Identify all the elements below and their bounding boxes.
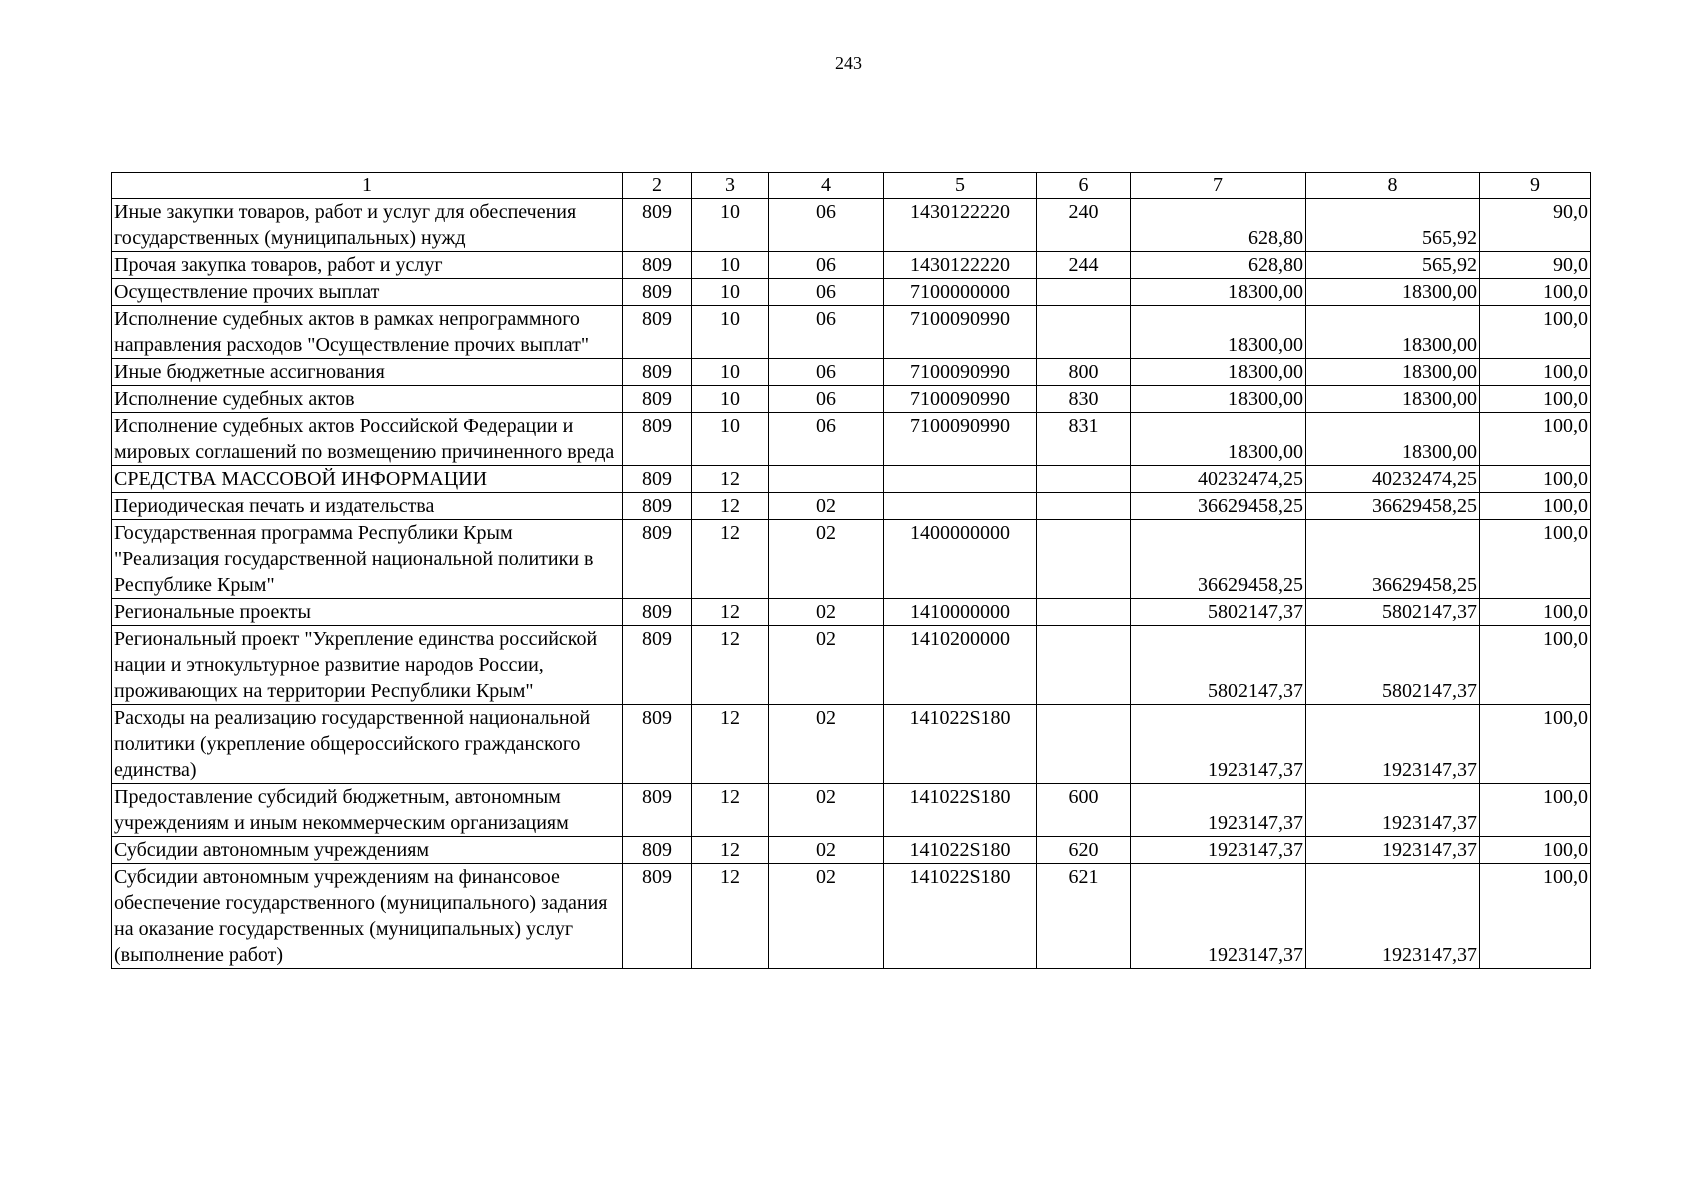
expense-type-code: 800 — [1037, 359, 1131, 386]
expense-type-code — [1037, 599, 1131, 626]
execution-percent: 100,0 — [1480, 520, 1591, 599]
section-code: 10 — [692, 413, 769, 466]
table-row — [112, 413, 1591, 466]
subsection-code: 06 — [769, 252, 884, 279]
expense-name: Предоставление субсидий бюджетным, автономным учреждениям и иным некоммерческим организациям — [112, 784, 623, 837]
table-row — [112, 599, 1591, 626]
expense-name: Региональные проекты — [112, 599, 623, 626]
section-code: 10 — [692, 279, 769, 306]
expense-name: Осуществление прочих выплат — [112, 279, 623, 306]
budget-table — [111, 172, 1591, 969]
executed-amount: 1923147,37 — [1306, 705, 1480, 784]
target-article-code: 7100090990 — [884, 306, 1037, 359]
execution-percent: 90,0 — [1480, 199, 1591, 252]
expense-type-code — [1037, 626, 1131, 705]
expense-name: Государственная программа Республики Крым "Реализация государственной национальной политики в Республике Крым" — [112, 520, 623, 599]
table-row — [112, 386, 1591, 413]
target-article-code: 7100090990 — [884, 359, 1037, 386]
page-number: 243 — [835, 53, 862, 73]
target-article-code: 1410000000 — [884, 599, 1037, 626]
subsection-code: 02 — [769, 784, 884, 837]
approved-amount: 1923147,37 — [1131, 864, 1306, 969]
executed-amount: 1923147,37 — [1306, 784, 1480, 837]
executed-amount: 36629458,25 — [1306, 520, 1480, 599]
table-row — [112, 359, 1591, 386]
expense-name: Периодическая печать и издательства — [112, 493, 623, 520]
approved-amount: 1923147,37 — [1131, 784, 1306, 837]
expense-type-code: 240 — [1037, 199, 1131, 252]
target-article-code: 141022S180 — [884, 837, 1037, 864]
execution-percent: 100,0 — [1480, 306, 1591, 359]
approved-amount: 628,80 — [1131, 252, 1306, 279]
execution-percent: 100,0 — [1480, 837, 1591, 864]
expense-name: Региональный проект "Укрепление единства российской нации и этнокультурное развитие народов России, проживающих на территории Республики Крым" — [112, 626, 623, 705]
executed-amount: 565,92 — [1306, 252, 1480, 279]
approved-amount: 5802147,37 — [1131, 599, 1306, 626]
approved-amount: 40232474,25 — [1131, 466, 1306, 493]
ministry-code: 809 — [623, 199, 692, 252]
expense-type-code — [1037, 520, 1131, 599]
ministry-code: 809 — [623, 306, 692, 359]
table-row — [112, 784, 1591, 837]
expense-name: СРЕДСТВА МАССОВОЙ ИНФОРМАЦИИ — [112, 466, 623, 493]
ministry-code: 809 — [623, 599, 692, 626]
col-header-3: 3 — [692, 173, 769, 199]
target-article-code: 141022S180 — [884, 784, 1037, 837]
section-code: 12 — [692, 626, 769, 705]
col-header-6: 6 — [1037, 173, 1131, 199]
expense-name: Исполнение судебных актов в рамках непрограммного направления расходов "Осуществление прочих выплат" — [112, 306, 623, 359]
table-row — [112, 279, 1591, 306]
executed-amount: 18300,00 — [1306, 306, 1480, 359]
section-code: 12 — [692, 466, 769, 493]
ministry-code: 809 — [623, 837, 692, 864]
section-code: 10 — [692, 252, 769, 279]
section-code: 10 — [692, 199, 769, 252]
ministry-code: 809 — [623, 252, 692, 279]
ministry-code: 809 — [623, 864, 692, 969]
execution-percent: 100,0 — [1480, 359, 1591, 386]
target-article-code: 7100090990 — [884, 386, 1037, 413]
approved-amount: 18300,00 — [1131, 279, 1306, 306]
executed-amount: 18300,00 — [1306, 386, 1480, 413]
subsection-code: 02 — [769, 626, 884, 705]
approved-amount: 1923147,37 — [1131, 705, 1306, 784]
target-article-code: 7100090990 — [884, 413, 1037, 466]
col-header-4: 4 — [769, 173, 884, 199]
execution-percent: 100,0 — [1480, 386, 1591, 413]
approved-amount: 18300,00 — [1131, 359, 1306, 386]
expense-type-code — [1037, 306, 1131, 359]
subsection-code: 02 — [769, 705, 884, 784]
subsection-code: 06 — [769, 386, 884, 413]
subsection-code: 02 — [769, 520, 884, 599]
col-header-2: 2 — [623, 173, 692, 199]
approved-amount: 18300,00 — [1131, 413, 1306, 466]
target-article-code: 1410200000 — [884, 626, 1037, 705]
table-row — [112, 466, 1591, 493]
executed-amount: 36629458,25 — [1306, 493, 1480, 520]
target-article-code: 1430122220 — [884, 199, 1037, 252]
executed-amount: 1923147,37 — [1306, 864, 1480, 969]
col-header-8: 8 — [1306, 173, 1480, 199]
approved-amount: 18300,00 — [1131, 306, 1306, 359]
subsection-code: 02 — [769, 837, 884, 864]
subsection-code: 06 — [769, 359, 884, 386]
table-row — [112, 705, 1591, 784]
executed-amount: 5802147,37 — [1306, 599, 1480, 626]
approved-amount: 1923147,37 — [1131, 837, 1306, 864]
subsection-code: 02 — [769, 864, 884, 969]
expense-name: Прочая закупка товаров, работ и услуг — [112, 252, 623, 279]
ministry-code: 809 — [623, 784, 692, 837]
table-row — [112, 199, 1591, 252]
expense-name: Иные бюджетные ассигнования — [112, 359, 623, 386]
expense-type-code: 600 — [1037, 784, 1131, 837]
expense-type-code — [1037, 705, 1131, 784]
target-article-code: 1430122220 — [884, 252, 1037, 279]
table-row — [112, 626, 1591, 705]
section-code: 10 — [692, 386, 769, 413]
ministry-code: 809 — [623, 413, 692, 466]
table-row — [112, 837, 1591, 864]
executed-amount: 18300,00 — [1306, 413, 1480, 466]
target-article-code: 141022S180 — [884, 864, 1037, 969]
subsection-code: 06 — [769, 306, 884, 359]
ministry-code: 809 — [623, 626, 692, 705]
expense-name: Иные закупки товаров, работ и услуг для обеспечения государственных (муниципальных) нужд — [112, 199, 623, 252]
expense-name: Исполнение судебных актов Российской Федерации и мировых соглашений по возмещению причиненного вреда — [112, 413, 623, 466]
col-header-5: 5 — [884, 173, 1037, 199]
expense-type-code — [1037, 279, 1131, 306]
executed-amount: 18300,00 — [1306, 279, 1480, 306]
col-header-1: 1 — [112, 173, 623, 199]
expense-type-code — [1037, 466, 1131, 493]
section-code: 12 — [692, 837, 769, 864]
executed-amount: 18300,00 — [1306, 359, 1480, 386]
subsection-code: 06 — [769, 279, 884, 306]
section-code: 12 — [692, 493, 769, 520]
subsection-code: 02 — [769, 599, 884, 626]
subsection-code: 06 — [769, 413, 884, 466]
subsection-code: 06 — [769, 199, 884, 252]
execution-percent: 100,0 — [1480, 784, 1591, 837]
col-header-9: 9 — [1480, 173, 1591, 199]
executed-amount: 5802147,37 — [1306, 626, 1480, 705]
ministry-code: 809 — [623, 279, 692, 306]
expense-name: Расходы на реализацию государственной национальной политики (укрепление общероссийского гражданского единства) — [112, 705, 623, 784]
executed-amount: 565,92 — [1306, 199, 1480, 252]
execution-percent: 100,0 — [1480, 466, 1591, 493]
expense-name: Субсидии автономным учреждениям на финансовое обеспечение государственного (муниципального) задания на оказание государственных (муниципальных) услуг (выполнение работ) — [112, 864, 623, 969]
table-row — [112, 252, 1591, 279]
approved-amount: 36629458,25 — [1131, 520, 1306, 599]
execution-percent: 100,0 — [1480, 599, 1591, 626]
executed-amount: 1923147,37 — [1306, 837, 1480, 864]
ministry-code: 809 — [623, 359, 692, 386]
expense-type-code — [1037, 493, 1131, 520]
col-header-7: 7 — [1131, 173, 1306, 199]
section-code: 12 — [692, 520, 769, 599]
ministry-code: 809 — [623, 386, 692, 413]
execution-percent: 100,0 — [1480, 626, 1591, 705]
approved-amount: 5802147,37 — [1131, 626, 1306, 705]
section-code: 10 — [692, 306, 769, 359]
ministry-code: 809 — [623, 520, 692, 599]
execution-percent: 100,0 — [1480, 493, 1591, 520]
expense-name: Субсидии автономным учреждениям — [112, 837, 623, 864]
expense-type-code: 621 — [1037, 864, 1131, 969]
approved-amount: 36629458,25 — [1131, 493, 1306, 520]
execution-percent: 90,0 — [1480, 252, 1591, 279]
target-article-code: 1400000000 — [884, 520, 1037, 599]
target-article-code — [884, 466, 1037, 493]
executed-amount: 40232474,25 — [1306, 466, 1480, 493]
target-article-code: 141022S180 — [884, 705, 1037, 784]
subsection-code: 02 — [769, 493, 884, 520]
table-row — [112, 493, 1591, 520]
target-article-code — [884, 493, 1037, 520]
expense-name: Исполнение судебных актов — [112, 386, 623, 413]
section-code: 10 — [692, 359, 769, 386]
execution-percent: 100,0 — [1480, 705, 1591, 784]
approved-amount: 628,80 — [1131, 199, 1306, 252]
section-code: 12 — [692, 864, 769, 969]
expense-type-code: 831 — [1037, 413, 1131, 466]
approved-amount: 18300,00 — [1131, 386, 1306, 413]
target-article-code: 7100000000 — [884, 279, 1037, 306]
execution-percent: 100,0 — [1480, 864, 1591, 969]
header-row — [112, 173, 1591, 199]
section-code: 12 — [692, 705, 769, 784]
table-body — [112, 199, 1591, 969]
expense-type-code: 620 — [1037, 837, 1131, 864]
table-row — [112, 864, 1591, 969]
ministry-code: 809 — [623, 493, 692, 520]
table-row — [112, 306, 1591, 359]
ministry-code: 809 — [623, 466, 692, 493]
expense-type-code: 830 — [1037, 386, 1131, 413]
ministry-code: 809 — [623, 705, 692, 784]
section-code: 12 — [692, 599, 769, 626]
expense-type-code: 244 — [1037, 252, 1131, 279]
table-row — [112, 520, 1591, 599]
execution-percent: 100,0 — [1480, 279, 1591, 306]
section-code: 12 — [692, 784, 769, 837]
subsection-code — [769, 466, 884, 493]
execution-percent: 100,0 — [1480, 413, 1591, 466]
